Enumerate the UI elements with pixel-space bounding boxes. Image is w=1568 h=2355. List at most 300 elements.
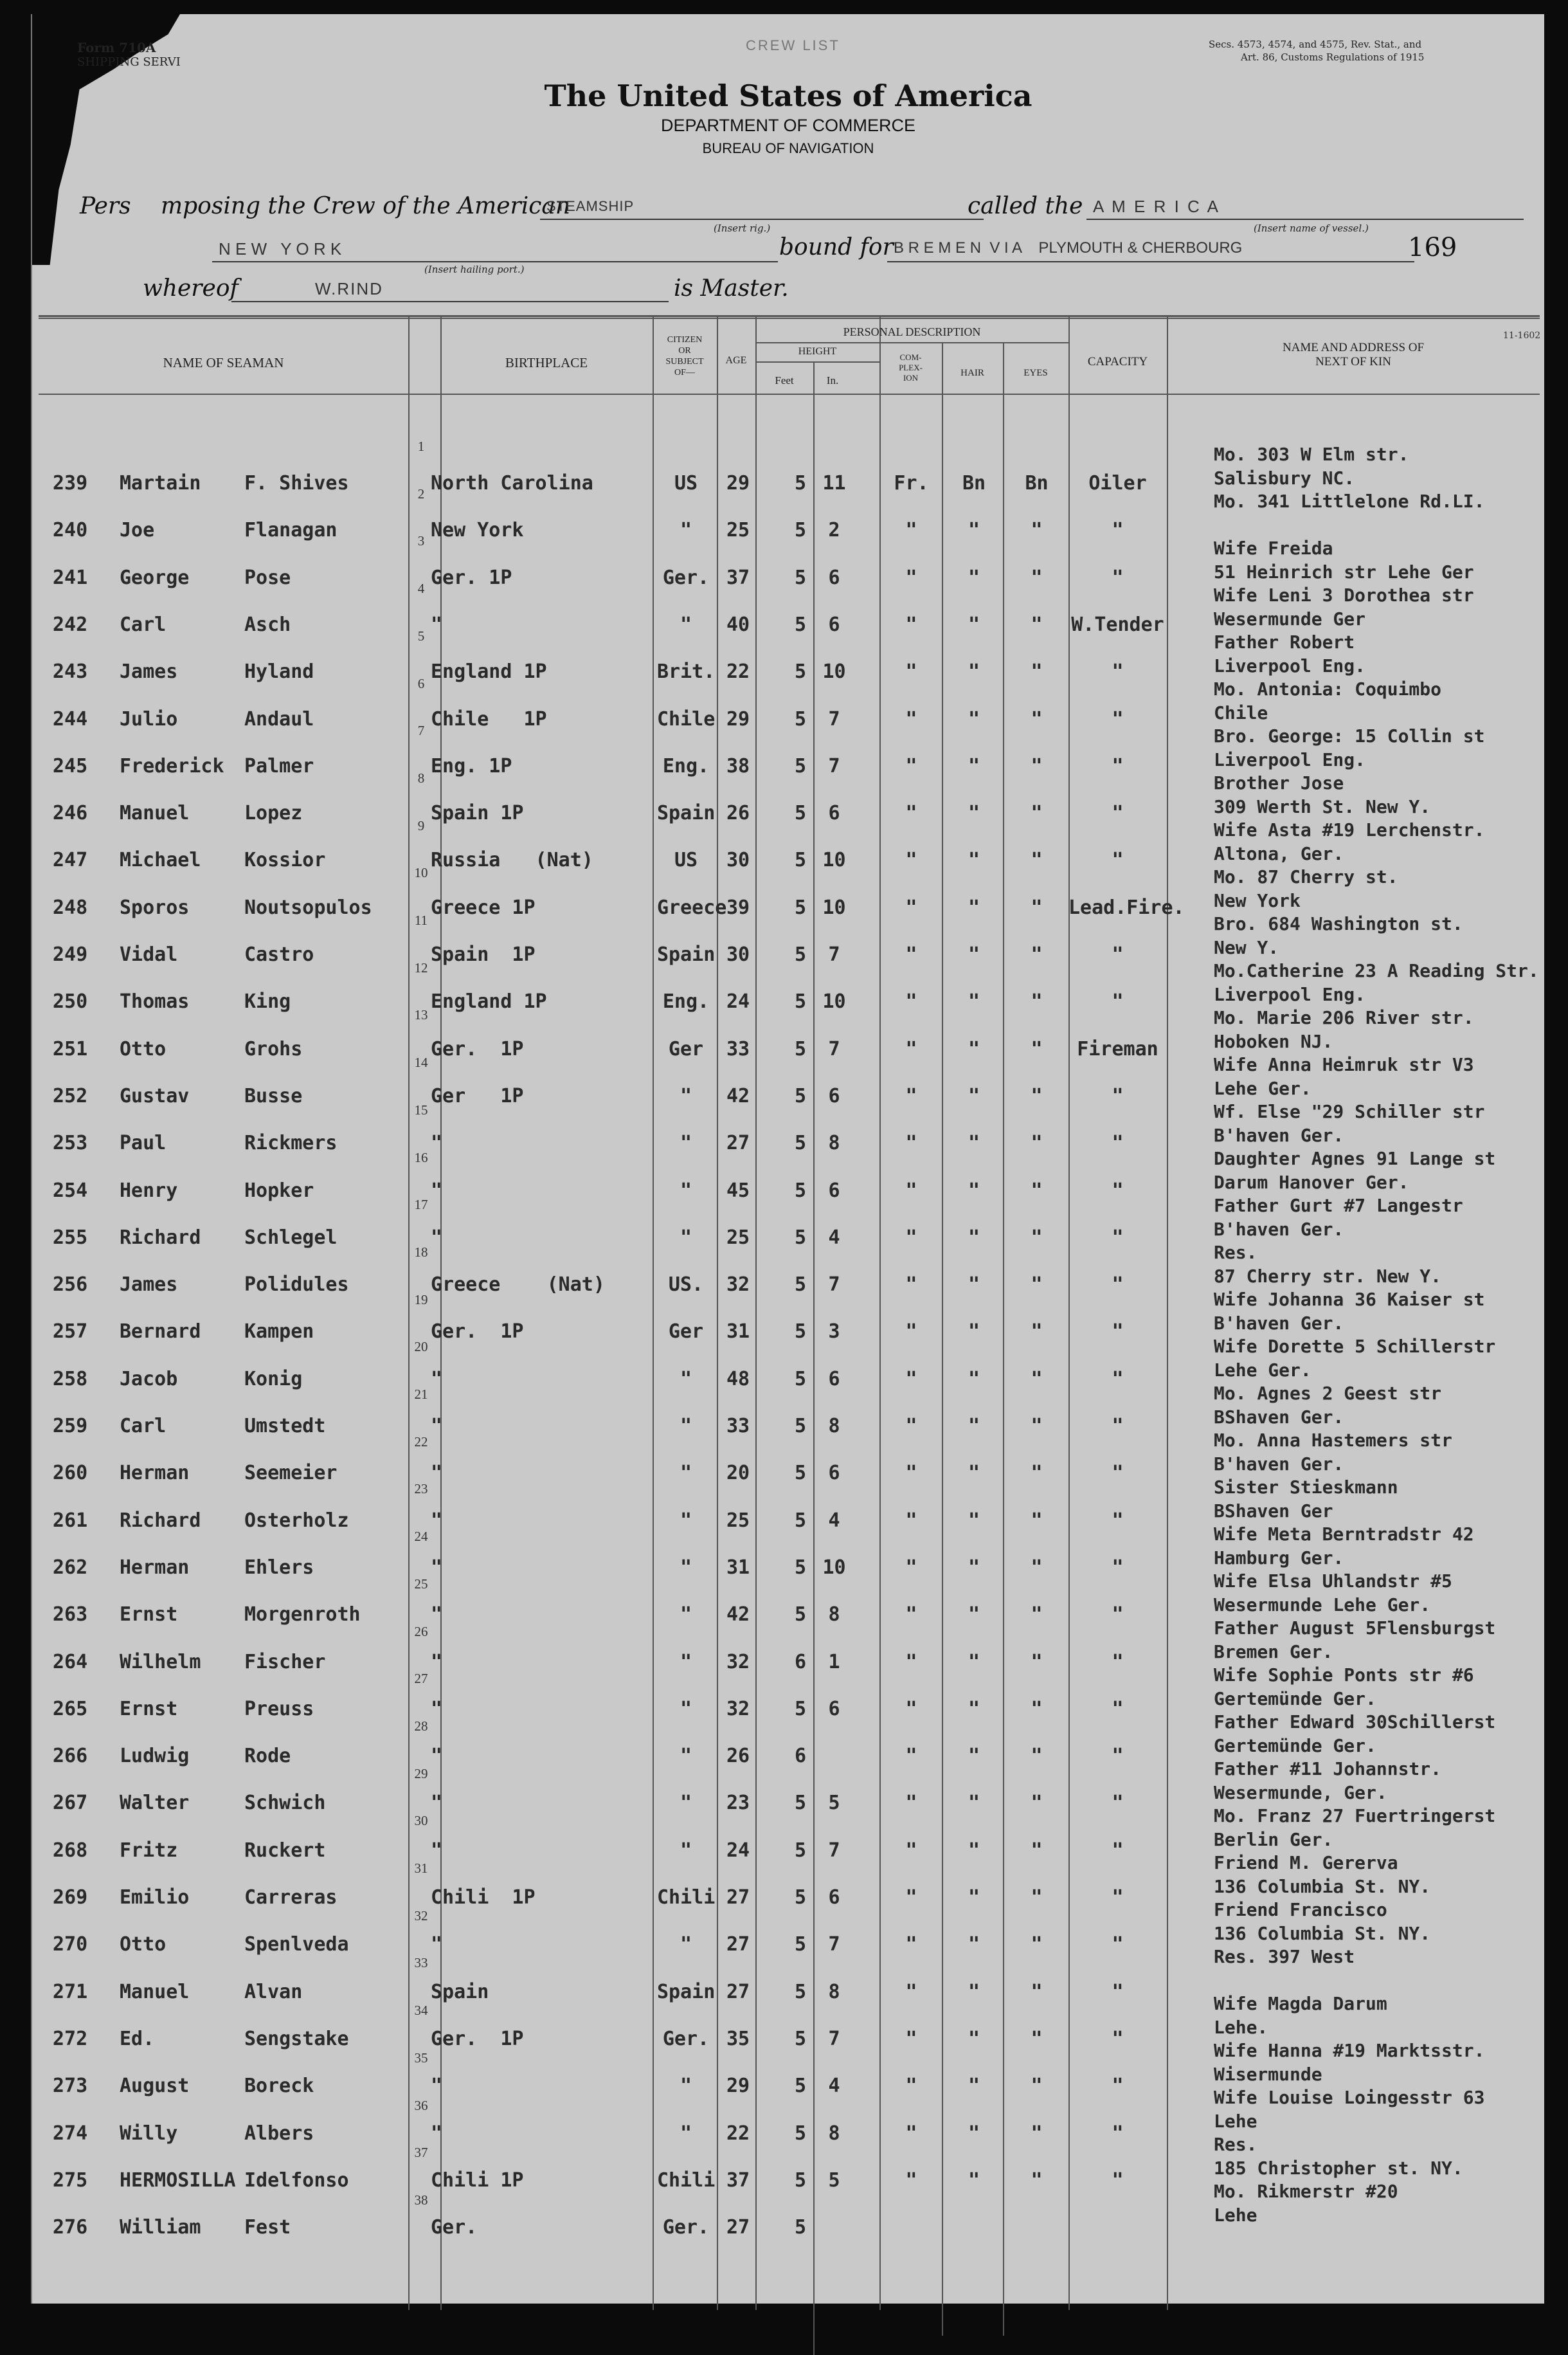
next-of-kin-line: Sister Stieskmann — [1214, 1477, 1398, 1498]
age: 23 — [726, 1792, 750, 1815]
last-name: Palmer — [244, 754, 314, 777]
birthplace: " — [431, 1132, 443, 1155]
first-name: Gustav — [120, 1084, 190, 1107]
last-name: Lopez — [244, 802, 303, 825]
citizenship: " — [680, 613, 692, 636]
citizenship: " — [680, 1226, 692, 1249]
height-inches: 2 — [828, 519, 840, 542]
next-of-kin-line: Wesermunde Lehe Ger. — [1214, 1594, 1431, 1615]
last-name: Rode — [244, 1745, 291, 1768]
shipping-service-label: SHIPPING SERVI — [77, 55, 181, 69]
eyes: " — [1031, 896, 1043, 919]
next-of-kin-line: Mo. 341 Littlelone Rd.LI. — [1214, 491, 1485, 512]
birthplace: Ger. — [431, 2216, 478, 2239]
citizenship: " — [680, 1509, 692, 1532]
age: 27 — [726, 2216, 750, 2239]
age: 27 — [726, 1132, 750, 1155]
table-row — [32, 1462, 1167, 1487]
age: 32 — [726, 1273, 750, 1296]
height-feet: 5 — [794, 472, 807, 495]
seaman-number: 272 — [53, 2027, 88, 2050]
height-inches: 7 — [828, 754, 840, 777]
table-row — [32, 1415, 1167, 1441]
first-name: George — [120, 566, 190, 589]
hair: " — [968, 1226, 980, 1249]
next-of-kin-line: Daughter Agnes 91 Lange st — [1214, 1148, 1496, 1169]
complexion: " — [905, 849, 917, 872]
age: 32 — [726, 1697, 750, 1720]
last-name: Seemeier — [244, 1462, 338, 1485]
capacity: " — [1112, 1933, 1124, 1956]
last-name: Albers — [244, 2122, 314, 2145]
eyes: " — [1031, 1037, 1043, 1060]
line-number: 17 — [414, 1197, 428, 1213]
last-name: Hopker — [244, 1179, 314, 1202]
eyes: " — [1031, 519, 1043, 542]
age: 29 — [726, 472, 750, 495]
capacity: " — [1112, 2169, 1124, 2192]
height-inches: 11 — [822, 472, 846, 495]
col-header-kin — [1167, 341, 1540, 369]
line-number: 8 — [417, 770, 425, 786]
citizenship: Ger — [668, 1037, 704, 1060]
next-of-kin-line: Mo. Antonia: Coquimbo — [1214, 678, 1442, 700]
last-name: Hyland — [244, 660, 314, 684]
age: 22 — [726, 660, 750, 684]
line-number: 9 — [417, 817, 425, 833]
birthplace: " — [431, 1179, 443, 1202]
birthplace: North Carolina — [431, 472, 593, 495]
height-feet: 5 — [794, 990, 807, 1014]
height-inches: 6 — [828, 1462, 840, 1485]
capacity: " — [1112, 754, 1124, 777]
hair: " — [968, 1745, 980, 1768]
capacity: " — [1112, 1697, 1124, 1720]
last-name: Alvan — [244, 1980, 303, 2003]
next-of-kin-line: Wife Magda Darum — [1214, 1993, 1387, 2014]
last-name: Schlegel — [244, 1226, 338, 1249]
age: 32 — [726, 1650, 750, 1673]
eyes: " — [1031, 1462, 1043, 1485]
line-number: 33 — [414, 1955, 428, 1971]
height-feet: 5 — [794, 1603, 807, 1626]
first-name: William — [120, 2216, 201, 2239]
citizenship: Spain — [657, 802, 716, 825]
complexion: " — [905, 1839, 917, 1862]
birthplace: Ger. 1P — [431, 566, 512, 589]
complexion: Fr. — [894, 472, 929, 495]
birthplace: " — [431, 2122, 443, 2145]
capacity: " — [1112, 1603, 1124, 1626]
last-name: Grohs — [244, 1037, 303, 1060]
first-name: Michael — [120, 849, 201, 872]
table-row — [32, 1839, 1167, 1865]
next-of-kin-line: Wesermunde, Ger. — [1214, 1781, 1387, 1803]
citizenship: " — [680, 1745, 692, 1768]
line-number: 13 — [414, 1007, 428, 1023]
first-name: Walter — [120, 1792, 190, 1815]
height-feet: 5 — [794, 1556, 807, 1579]
table-row — [32, 1698, 1167, 1723]
last-name: Fischer — [244, 1650, 326, 1673]
seaman-number: 264 — [53, 1650, 88, 1673]
height-feet: 5 — [794, 896, 807, 919]
age: 35 — [726, 2027, 750, 2050]
hair: " — [968, 566, 980, 589]
table-row — [32, 2216, 1167, 2242]
height-inches: 7 — [828, 1933, 840, 1956]
first-name: Wilhelm — [120, 1650, 201, 1673]
next-of-kin-line: 87 Cherry str. New Y. — [1214, 1265, 1442, 1287]
comp-line-1: COM- — [899, 352, 922, 362]
next-of-kin-line: Lehe Ger. — [1214, 1077, 1311, 1099]
complexion: " — [905, 1273, 917, 1296]
height-feet: 5 — [794, 1933, 807, 1956]
capacity: " — [1112, 1745, 1124, 1768]
citizenship: Ger. — [662, 2216, 710, 2239]
citizenship: " — [680, 1179, 692, 1202]
document-title: The United States of America — [544, 78, 1032, 113]
height-feet: 5 — [794, 1462, 807, 1485]
citizenship: " — [680, 1556, 692, 1579]
line-number: 28 — [414, 1718, 428, 1734]
complexion: " — [905, 1980, 917, 2003]
birthplace: " — [431, 1697, 443, 1720]
height-inches: 6 — [828, 1179, 840, 1202]
capacity: " — [1112, 943, 1124, 966]
birthplace: Spain 1P — [431, 802, 524, 825]
last-name: Morgenroth — [244, 1603, 361, 1626]
first-name: Ernst — [120, 1603, 178, 1626]
height-feet: 6 — [794, 1650, 807, 1673]
hair: " — [968, 1792, 980, 1815]
eyes: " — [1031, 1179, 1043, 1202]
seaman-number: 256 — [53, 1273, 88, 1296]
col-header-name: NAME OF SEAMAN — [163, 355, 284, 370]
seaman-number: 255 — [53, 1226, 88, 1249]
last-name: Schwich — [244, 1792, 326, 1815]
citizenship: Eng. — [662, 754, 710, 777]
age: 22 — [726, 2122, 750, 2145]
height-inches: 7 — [828, 1037, 840, 1060]
next-of-kin-line: Lehe — [1214, 2110, 1257, 2132]
complexion: " — [905, 1415, 917, 1437]
age: 29 — [726, 2075, 750, 2098]
hair: " — [968, 990, 980, 1014]
height-inches: 1 — [828, 1650, 840, 1673]
table-row — [32, 1556, 1167, 1582]
is-master-label: is Master. — [674, 275, 789, 302]
last-name: Fest — [244, 2216, 291, 2239]
height-inches: 8 — [828, 1980, 840, 2003]
seaman-number: 249 — [53, 943, 88, 966]
birthplace: " — [431, 1226, 443, 1249]
birthplace: " — [431, 1415, 443, 1437]
first-name: Manuel — [120, 1980, 190, 2003]
last-name: Busse — [244, 1084, 303, 1107]
rig-underline — [540, 219, 984, 220]
line-number: 16 — [414, 1149, 428, 1165]
line-number: 12 — [414, 959, 428, 976]
hair: " — [968, 707, 980, 731]
comp-line-2: PLEX- — [899, 363, 923, 372]
birthplace: Greece (Nat) — [431, 1273, 605, 1296]
line-number: 27 — [414, 1671, 428, 1687]
height-feet: 5 — [794, 943, 807, 966]
age: 30 — [726, 943, 750, 966]
capacity: " — [1112, 1980, 1124, 2003]
first-name: Paul — [120, 1132, 167, 1155]
hair: " — [968, 1839, 980, 1862]
next-of-kin-line: Brother Jose — [1214, 772, 1344, 794]
birthplace: Spain — [431, 1980, 489, 2003]
citizenship: " — [680, 1650, 692, 1673]
persons-label: mposing the Crew of the American — [161, 193, 571, 219]
citizenship: Ger. — [662, 2027, 710, 2050]
next-of-kin-line: Bro. George: 15 Collin st — [1214, 725, 1485, 747]
department-name: DEPARTMENT OF COMMERCE — [660, 116, 916, 135]
first-name: Carl — [120, 613, 167, 636]
table-row — [32, 1933, 1167, 1959]
height-inches: 7 — [828, 1273, 840, 1296]
next-of-kin-line: Mo. Rikmerstr #20 — [1214, 2181, 1398, 2202]
first-name: Ed. — [120, 2027, 155, 2050]
seaman-number: 240 — [53, 519, 88, 542]
next-of-kin-line: Wife Asta #19 Lerchenstr. — [1214, 819, 1485, 841]
table-row — [32, 1792, 1167, 1817]
height-feet: 5 — [794, 1367, 807, 1390]
birthplace: " — [431, 2075, 443, 2098]
table-row — [32, 567, 1167, 592]
next-of-kin-line: Father Gurt #7 Langestr — [1214, 1195, 1463, 1216]
eyes: " — [1031, 943, 1043, 966]
hair: " — [968, 1556, 980, 1579]
next-of-kin-line: Mo. Marie 206 River str. — [1214, 1007, 1474, 1028]
first-name: Willy — [120, 2122, 178, 2145]
birthplace: " — [431, 1509, 443, 1532]
capacity: " — [1112, 660, 1124, 684]
capacity: " — [1112, 566, 1124, 589]
col-header-height: HEIGHT — [798, 346, 837, 357]
hair: " — [968, 1037, 980, 1060]
first-name: Emilio — [120, 1886, 190, 1909]
seaman-number: 253 — [53, 1132, 88, 1155]
next-of-kin-line: Liverpool Eng. — [1214, 983, 1366, 1005]
col-header-hair: HAIR — [960, 368, 984, 378]
height-feet: 5 — [794, 660, 807, 684]
kin-header-line-1: NAME AND ADDRESS OF — [1282, 341, 1425, 354]
hair: " — [968, 802, 980, 825]
last-name: Castro — [244, 943, 314, 966]
whereof-label: whereof — [143, 275, 239, 302]
citizenship: Chile — [657, 707, 716, 731]
birthplace: " — [431, 1462, 443, 1485]
eyes: " — [1031, 1273, 1043, 1296]
crew-list-stamp: CREW LIST — [746, 37, 840, 53]
age: 40 — [726, 613, 750, 636]
seaman-number: 273 — [53, 2075, 88, 2098]
citizenship: Spain — [657, 1980, 716, 2003]
next-of-kin-line: Wisermunde — [1214, 2063, 1322, 2085]
hair: " — [968, 1273, 980, 1296]
first-name: Herman — [120, 1462, 190, 1485]
birthplace: Spain 1P — [431, 943, 536, 966]
line-number: 25 — [414, 1576, 428, 1592]
hair: " — [968, 1933, 980, 1956]
height-feet: 5 — [794, 1037, 807, 1060]
next-of-kin-line: 309 Werth St. New Y. — [1214, 796, 1431, 817]
height-feet: 5 — [794, 1697, 807, 1720]
birthplace: " — [431, 1933, 443, 1956]
age: 33 — [726, 1415, 750, 1437]
height-inches: 6 — [828, 1367, 840, 1390]
line-number: 18 — [414, 1244, 428, 1260]
next-of-kin-line: Mo. Franz 27 Fuertringerst — [1214, 1805, 1496, 1826]
first-name: Herman — [120, 1556, 190, 1579]
capacity: " — [1112, 802, 1124, 825]
height-inches: 4 — [828, 1509, 840, 1532]
complexion: " — [905, 1367, 917, 1390]
complexion: " — [905, 2122, 917, 2145]
seaman-number: 250 — [53, 990, 88, 1014]
next-of-kin-line: Wife Johanna 36 Kaiser st — [1214, 1289, 1485, 1310]
citizenship: " — [680, 1415, 692, 1437]
eyes: " — [1031, 802, 1043, 825]
table-row — [32, 614, 1167, 639]
age: 42 — [726, 1603, 750, 1626]
seaman-number: 262 — [53, 1556, 88, 1579]
page-number: 169 — [1408, 233, 1457, 262]
eyes: " — [1031, 2169, 1043, 2192]
first-name: Jacob — [120, 1367, 178, 1390]
height-inches: 5 — [828, 2169, 840, 2192]
age: 25 — [726, 519, 750, 542]
eyes: " — [1031, 1933, 1043, 1956]
capacity: " — [1112, 1462, 1124, 1485]
next-of-kin-line: Liverpool Eng. — [1214, 655, 1366, 677]
line-number: 6 — [417, 675, 425, 691]
next-of-kin-line: Altona, Ger. — [1214, 842, 1344, 864]
birthplace: Ger. 1P — [431, 1037, 524, 1060]
next-of-kin-line: 51 Heinrich str Lehe Ger — [1214, 561, 1474, 583]
next-of-kin-line: Wife Elsa Uhlandstr #5 — [1214, 1570, 1452, 1592]
first-name: James — [120, 660, 178, 684]
eyes: " — [1031, 1980, 1043, 2003]
seaman-number: 252 — [53, 1084, 88, 1107]
citizenship: " — [680, 1462, 692, 1485]
next-of-kin-line: Bremen Ger. — [1214, 1641, 1333, 1662]
complexion: " — [905, 1132, 917, 1155]
kin-header-line-2: NEXT OF KIN — [1315, 355, 1391, 368]
last-name: King — [244, 990, 291, 1014]
height-inches: 8 — [828, 2122, 840, 2145]
last-name: Carreras — [244, 1886, 338, 1909]
table-row — [32, 755, 1167, 781]
last-name: Noutsopulos — [244, 896, 372, 919]
eyes: " — [1031, 1697, 1043, 1720]
col-header-feet: Feet — [775, 374, 794, 386]
line-number: 19 — [414, 1291, 428, 1307]
table-row — [32, 1603, 1167, 1629]
next-of-kin-line: Chile — [1214, 702, 1268, 723]
hair: " — [968, 1084, 980, 1107]
hair: " — [968, 660, 980, 684]
eyes: " — [1031, 1415, 1043, 1437]
capacity: " — [1112, 990, 1124, 1014]
birthplace: " — [431, 1745, 443, 1768]
last-name: Preuss — [244, 1697, 314, 1720]
hair: " — [968, 1179, 980, 1202]
line-number: 30 — [414, 1813, 428, 1829]
last-name: Andaul — [244, 707, 314, 731]
citizenship: Greece — [657, 896, 727, 919]
called-the-label: called the — [968, 193, 1083, 219]
height-feet: 5 — [794, 1132, 807, 1155]
height-inches: 10 — [822, 1556, 846, 1579]
seaman-number: 244 — [53, 707, 88, 731]
next-of-kin-line: Friend M. Gererva — [1214, 1852, 1398, 1873]
seaman-number: 254 — [53, 1179, 88, 1202]
next-of-kin-line: Hoboken NJ. — [1214, 1030, 1333, 1052]
line-number: 10 — [414, 865, 428, 881]
complexion: " — [905, 943, 917, 966]
capacity: " — [1112, 1132, 1124, 1155]
next-of-kin-line: Gertemünde Ger. — [1214, 1734, 1376, 1756]
capacity: " — [1112, 1367, 1124, 1390]
next-of-kin-line: Mo.Catherine 23 A Reading Str. — [1214, 960, 1539, 981]
citizenship: " — [680, 1839, 692, 1862]
last-name: Osterholz — [244, 1509, 349, 1532]
statute-line-1: Secs. 4573, 4574, and 4575, Rev. Stat., and — [1209, 39, 1422, 50]
next-of-kin-line: B'haven Ger. — [1214, 1124, 1344, 1146]
table-row — [32, 990, 1167, 1016]
bureau-name: BUREAU OF NAVIGATION — [702, 140, 874, 156]
next-of-kin-line: Wesermunde Ger — [1214, 608, 1366, 630]
next-of-kin-line: Wife Anna Heimruk str V3 — [1214, 1054, 1474, 1075]
complexion: " — [905, 660, 917, 684]
hair: " — [968, 1415, 980, 1437]
citizenship: Chili — [657, 1886, 716, 1909]
line-number: 37 — [414, 2145, 428, 2161]
height-inches: 4 — [828, 2075, 840, 2098]
eyes: " — [1031, 613, 1043, 636]
table-row — [32, 708, 1167, 734]
height-inches: 6 — [828, 1084, 840, 1107]
next-of-kin-line: Lehe — [1214, 2204, 1257, 2226]
hair: " — [968, 1886, 980, 1909]
table-row — [32, 1745, 1167, 1770]
first-name: Frederick — [120, 754, 224, 777]
next-of-kin-line: 185 Christopher st. NY. — [1214, 2157, 1463, 2179]
height-inches: 10 — [822, 849, 846, 872]
next-of-kin-line: Mo. 87 Cherry st. — [1214, 866, 1398, 887]
seaman-number: 275 — [53, 2169, 88, 2192]
complexion: " — [905, 1650, 917, 1673]
next-of-kin-line: Res. 397 West — [1214, 1946, 1355, 1967]
height-rule — [755, 361, 879, 363]
birthplace: England 1P — [431, 660, 547, 684]
complexion: " — [905, 1933, 917, 1956]
complexion: " — [905, 1745, 917, 1768]
table-row — [32, 1132, 1167, 1158]
complexion: " — [905, 1226, 917, 1249]
line-number: 26 — [414, 1623, 428, 1639]
complexion: " — [905, 1792, 917, 1815]
last-name: Flanagan — [244, 519, 338, 542]
age: 20 — [726, 1462, 750, 1485]
table-row — [32, 896, 1185, 922]
last-name: Idelfonso — [244, 2169, 349, 2192]
